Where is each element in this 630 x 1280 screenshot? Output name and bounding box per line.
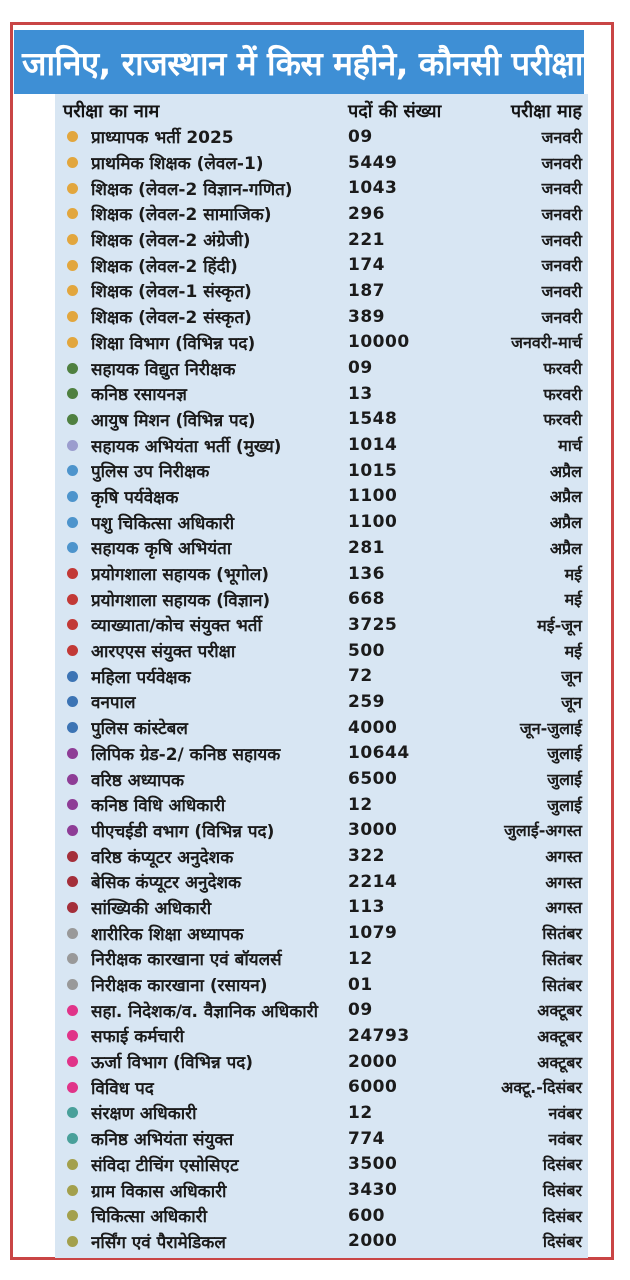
exam-month: फरवरी	[543, 410, 582, 430]
bullet-icon	[67, 517, 78, 528]
posts-count: 1014	[348, 435, 398, 456]
exam-name: पुलिस उप निरीक्षक	[91, 462, 210, 483]
posts-count: 1043	[348, 178, 398, 199]
exam-name: वरिष्ठ कंप्यूटर अनुदेशक	[91, 847, 234, 868]
bullet-icon	[67, 748, 78, 759]
posts-count: 113	[348, 897, 385, 918]
exam-name: शारीरिक शिक्षा अध्यापक	[91, 924, 244, 945]
bullet-icon	[67, 208, 78, 219]
header-exam-month: परीक्षा माह	[510, 101, 582, 122]
posts-count: 668	[348, 589, 385, 610]
posts-count: 136	[348, 563, 385, 584]
table-row	[63, 278, 582, 304]
bullet-icon	[67, 825, 78, 836]
exam-month: अगस्त	[545, 872, 582, 892]
posts-count: 3000	[348, 820, 398, 841]
exam-name: प्राथमिक शिक्षक (लेवल-1)	[91, 154, 264, 175]
table-row	[63, 561, 582, 587]
exam-month: अक्टूबर	[537, 1001, 582, 1021]
table-row	[63, 869, 582, 895]
posts-count: 174	[348, 255, 385, 276]
posts-count: 5449	[348, 152, 398, 173]
posts-count: 187	[348, 280, 385, 301]
bullet-icon	[67, 876, 78, 887]
posts-count: 12	[348, 948, 373, 969]
exam-name: आयुष मिशन (विभिन्न पद)	[91, 410, 256, 431]
bullet-icon	[67, 440, 78, 451]
table-row	[63, 509, 582, 535]
bullet-icon	[67, 157, 78, 168]
bullet-icon	[67, 1133, 78, 1144]
bullet-icon	[67, 337, 78, 348]
exam-name: सहायक कृषि अभियंता	[91, 539, 232, 560]
table-row	[63, 124, 582, 150]
table-row	[63, 1152, 582, 1178]
exam-name: ऊर्जा विभाग (विभिन्न पद)	[91, 1053, 254, 1074]
header-posts-count: पदों की संख्या	[348, 101, 442, 122]
posts-count: 296	[348, 203, 385, 224]
exam-month: अक्टू.-दिसंबर	[501, 1078, 582, 1098]
exam-name: सांख्यिकी अधिकारी	[91, 898, 212, 919]
bullet-icon	[67, 979, 78, 990]
bullet-icon	[67, 465, 78, 476]
posts-count: 322	[348, 846, 385, 867]
table-row	[63, 895, 582, 921]
posts-count: 13	[348, 383, 373, 404]
table-row	[63, 1229, 582, 1255]
posts-count: 4000	[348, 717, 398, 738]
exam-month: अगस्त	[545, 898, 582, 918]
posts-count: 389	[348, 306, 385, 327]
posts-count: 600	[348, 1205, 385, 1226]
bullet-icon	[67, 311, 78, 322]
posts-count: 1015	[348, 460, 398, 481]
exam-month: दिसंबर	[542, 1206, 582, 1226]
exam-name: निरीक्षक कारखाना एवं बॉयलर्स	[91, 950, 282, 971]
exam-month: जुलाई	[547, 744, 582, 764]
posts-count: 1548	[348, 409, 398, 430]
exam-name: सफाई कर्मचारी	[91, 1027, 185, 1048]
exam-name: नर्सिंग एवं पैरामेडिकल	[91, 1232, 226, 1253]
posts-count: 2000	[348, 1051, 398, 1072]
exam-month: जनवरी	[541, 179, 582, 199]
posts-count: 10644	[348, 743, 410, 764]
exam-name: व्याख्याता/कोच संयुक्त भर्ती	[91, 616, 262, 637]
table-row	[63, 432, 582, 458]
exam-name: महिला पर्यवेक्षक	[91, 667, 191, 688]
table-row	[63, 355, 582, 381]
exam-name: शिक्षा विभाग (विभिन्न पद)	[91, 333, 256, 354]
bullet-icon	[67, 363, 78, 374]
table-row	[63, 689, 582, 715]
table-row	[63, 1126, 582, 1152]
posts-count: 3430	[348, 1180, 398, 1201]
exam-name: बेसिक कंप्यूटर अनुदेशक	[91, 873, 242, 894]
exam-month: जनवरी	[541, 281, 582, 301]
exam-month: जनवरी	[541, 204, 582, 224]
exam-name: सहायक अभियंता भर्ती (मुख्य)	[91, 436, 282, 457]
posts-count: 3725	[348, 614, 398, 635]
bullet-icon	[67, 1236, 78, 1247]
exam-name: प्राध्यापक भर्ती 2025	[91, 128, 234, 149]
table-row	[63, 330, 582, 356]
exam-month: सितंबर	[542, 949, 582, 969]
exam-month: अगस्त	[545, 847, 582, 867]
posts-count: 01	[348, 974, 373, 995]
bullet-icon	[67, 953, 78, 964]
table-header	[63, 98, 582, 124]
posts-count: 1079	[348, 923, 398, 944]
table-row	[63, 843, 582, 869]
table-row	[63, 920, 582, 946]
bullet-icon	[67, 234, 78, 245]
table-row	[63, 766, 582, 792]
posts-count: 1100	[348, 512, 398, 533]
exam-month: अक्टूबर	[537, 1026, 582, 1046]
exam-month: जनवरी	[541, 230, 582, 250]
table-row	[63, 458, 582, 484]
exam-table	[55, 94, 588, 1258]
header-exam-name: परीक्षा का नाम	[63, 101, 160, 122]
bullet-icon	[67, 1005, 78, 1016]
exam-name: पीएचईडी वभाग (विभिन्न पद)	[91, 821, 275, 842]
bullet-icon	[67, 799, 78, 810]
exam-name: शिक्षक (लेवल-2 विज्ञान-गणित)	[91, 179, 293, 200]
posts-count: 72	[348, 666, 373, 687]
posts-count: 09	[348, 126, 373, 147]
exam-month: जून-जुलाई	[519, 718, 582, 738]
bullet-icon	[67, 671, 78, 682]
bullet-icon	[67, 285, 78, 296]
table-row	[63, 1074, 582, 1100]
posts-count: 09	[348, 358, 373, 379]
bullet-icon	[67, 774, 78, 785]
exam-name: आरएएस संयुक्त परीक्षा	[91, 642, 236, 663]
bullet-icon	[67, 619, 78, 630]
table-row	[63, 792, 582, 818]
title-bar	[14, 30, 584, 94]
exam-name: प्रयोगशाला सहायक (भूगोल)	[91, 565, 270, 586]
exam-name: पुलिस कांस्टेबल	[91, 719, 188, 740]
table-row	[63, 150, 582, 176]
posts-count: 24793	[348, 1025, 410, 1046]
posts-count: 3500	[348, 1154, 398, 1175]
bullet-icon	[67, 722, 78, 733]
bullet-icon	[67, 131, 78, 142]
exam-name: संरक्षण अधिकारी	[91, 1104, 197, 1125]
posts-count: 2000	[348, 1231, 398, 1252]
bullet-icon	[67, 1107, 78, 1118]
exam-month: अप्रैल	[549, 538, 582, 558]
exam-name: संविदा टीचिंग एसोसिएट	[91, 1155, 239, 1176]
exam-month: अप्रैल	[549, 461, 582, 481]
exam-name: प्रयोगशाला सहायक (विज्ञान)	[91, 590, 271, 611]
exam-name: निरीक्षक कारखाना (रसायन)	[91, 976, 268, 997]
exam-name: लिपिक ग्रेड-2/ कनिष्ठ सहायक	[91, 744, 281, 765]
bullet-icon	[67, 645, 78, 656]
exam-month: जुलाई	[547, 795, 582, 815]
table-row	[63, 638, 582, 664]
table-row	[63, 227, 582, 253]
exam-month: नवंबर	[548, 1129, 582, 1149]
exam-month: जुलाई-अगस्त	[504, 821, 582, 841]
bullet-icon	[67, 260, 78, 271]
posts-count: 221	[348, 229, 385, 250]
exam-month: जुलाई	[547, 770, 582, 790]
bullet-icon	[67, 696, 78, 707]
table-row	[63, 997, 582, 1023]
exam-month: अक्टूबर	[537, 1052, 582, 1072]
exam-month: दिसंबर	[542, 1232, 582, 1252]
posts-count: 6500	[348, 769, 398, 790]
exam-name: शिक्षक (लेवल-2 हिंदी)	[91, 256, 238, 277]
bullet-icon	[67, 1159, 78, 1170]
table-row	[63, 175, 582, 201]
exam-month: नवंबर	[548, 1103, 582, 1123]
posts-count: 09	[348, 1000, 373, 1021]
exam-month: अप्रैल	[549, 513, 582, 533]
exam-name: चिकित्सा अधिकारी	[91, 1207, 207, 1228]
table-row	[63, 663, 582, 689]
bullet-icon	[67, 928, 78, 939]
exam-name: सहा. निदेशक/व. वैज्ञानिक अधिकारी	[91, 1001, 319, 1022]
table-row	[63, 1100, 582, 1126]
exam-month: दिसंबर	[542, 1155, 582, 1175]
table-body	[63, 124, 582, 1254]
exam-name: कनिष्ठ रसायनज्ञ	[91, 385, 187, 406]
exam-name: ग्राम विकास अधिकारी	[91, 1181, 227, 1202]
exam-month: जनवरी	[541, 307, 582, 327]
bullet-icon	[67, 902, 78, 913]
exam-name: विविध पद	[91, 1078, 154, 1099]
exam-month: मई	[564, 590, 582, 610]
bullet-icon	[67, 542, 78, 553]
exam-name: सहायक विद्युत निरीक्षक	[91, 359, 236, 380]
table-row	[63, 381, 582, 407]
exam-month: मई	[564, 641, 582, 661]
exam-name: वनपाल	[91, 693, 136, 714]
table-row	[63, 535, 582, 561]
posts-count: 281	[348, 537, 385, 558]
exam-month: फरवरी	[543, 359, 582, 379]
exam-name: कनिष्ठ विधि अधिकारी	[91, 796, 226, 817]
table-row	[63, 741, 582, 767]
posts-count: 10000	[348, 332, 410, 353]
posts-count: 12	[348, 1102, 373, 1123]
bullet-icon	[67, 594, 78, 605]
bullet-icon	[67, 1030, 78, 1041]
bullet-icon	[67, 183, 78, 194]
bullet-icon	[67, 388, 78, 399]
exam-month: जनवरी-मार्च	[511, 333, 582, 353]
exam-name: वरिष्ठ अध्यापक	[91, 770, 185, 791]
exam-month: जून	[561, 667, 582, 687]
posts-count: 2214	[348, 871, 398, 892]
table-row	[63, 201, 582, 227]
posts-count: 774	[348, 1128, 385, 1149]
table-row	[63, 407, 582, 433]
bullet-icon	[67, 568, 78, 579]
exam-name: पशु चिकित्सा अधिकारी	[91, 513, 235, 534]
table-row	[63, 1203, 582, 1229]
table-row	[63, 972, 582, 998]
exam-month: जनवरी	[541, 256, 582, 276]
bullet-icon	[67, 1082, 78, 1093]
table-row	[63, 1177, 582, 1203]
exam-name: शिक्षक (लेवल-2 सामाजिक)	[91, 205, 272, 226]
exam-month: जनवरी	[541, 153, 582, 173]
exam-name: शिक्षक (लेवल-1 संस्कृत)	[91, 282, 252, 303]
bullet-icon	[67, 1056, 78, 1067]
exam-month: सितंबर	[542, 924, 582, 944]
table-row	[63, 612, 582, 638]
posts-count: 12	[348, 794, 373, 815]
table-row	[63, 818, 582, 844]
exam-month: अप्रैल	[549, 487, 582, 507]
posts-count: 1100	[348, 486, 398, 507]
exam-month: दिसंबर	[542, 1181, 582, 1201]
exam-name: कृषि पर्यवेक्षक	[91, 487, 179, 508]
exam-month: जनवरी	[541, 127, 582, 147]
bullet-icon	[67, 491, 78, 502]
table-row	[63, 252, 582, 278]
table-row	[63, 715, 582, 741]
exam-month: मई-जून	[537, 615, 582, 635]
bullet-icon	[67, 851, 78, 862]
exam-month: जून	[561, 692, 582, 712]
page-title: जानिए, राजस्थान में किस महीने, कौनसी परीक्षा	[22, 43, 583, 83]
exam-month: मई	[564, 564, 582, 584]
exam-name: शिक्षक (लेवल-2 संस्कृत)	[91, 308, 252, 329]
table-row	[63, 946, 582, 972]
table-row	[63, 1023, 582, 1049]
table-row	[63, 484, 582, 510]
bullet-icon	[67, 1185, 78, 1196]
bullet-icon	[67, 414, 78, 425]
exam-month: सितंबर	[542, 975, 582, 995]
posts-count: 6000	[348, 1077, 398, 1098]
bullet-icon	[67, 1210, 78, 1221]
exam-name: कनिष्ठ अभियंता संयुक्त	[91, 1130, 234, 1151]
exam-month: फरवरी	[543, 384, 582, 404]
table-row	[63, 586, 582, 612]
table-row	[63, 1049, 582, 1075]
posts-count: 259	[348, 691, 385, 712]
exam-name: शिक्षक (लेवल-2 अंग्रेजी)	[91, 231, 251, 252]
posts-count: 500	[348, 640, 385, 661]
table-row	[63, 304, 582, 330]
exam-month: मार्च	[558, 436, 582, 456]
